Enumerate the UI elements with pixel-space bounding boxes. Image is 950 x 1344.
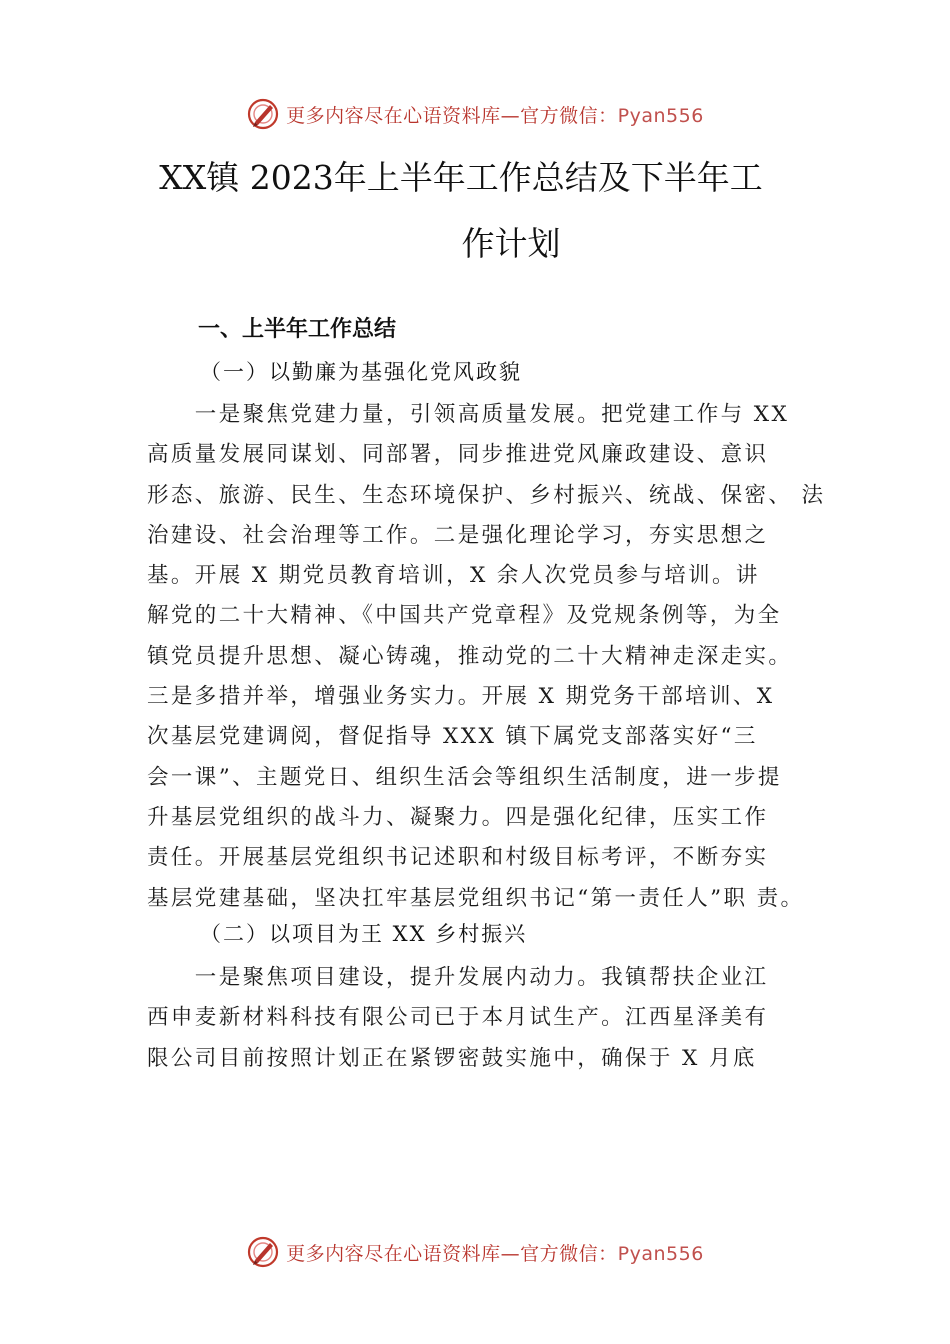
- watermark-top: [0, 94, 950, 134]
- subsection-heading-2: （二）以项目为王 XX 乡村振兴: [200, 922, 528, 946]
- body-line: 会一课”、主题党日、组织生活会等组织生活制度，进一步提: [147, 764, 782, 790]
- body-line: 一是聚焦党建力量，引领高质量发展。把党建工作与 XX: [147, 402, 790, 427]
- watermark-bottom: [0, 1232, 950, 1272]
- document-title-line-2: 作计划: [461, 224, 561, 263]
- body-line: 一是聚焦项目建设，提升发展内动力。我镇帮扶企业江: [147, 965, 769, 990]
- body-line: 三是多措并举，增强业务实力。开展 X 期党务干部培训、X: [147, 684, 775, 710]
- body-line: 解党的二十大精神、《中国共产党章程》及党规条例等，为全: [147, 603, 782, 629]
- watermark-wechat-id: Pyan556: [617, 104, 704, 127]
- watermark-text: 更多内容尽在心语资料库—官方微信：Pyan556: [286, 1242, 704, 1265]
- pen-circle-icon: [246, 1235, 280, 1269]
- pen-circle-icon: [246, 97, 280, 131]
- document-title-line-1: XX镇 2023年上半年工作总结及下半年工: [159, 158, 763, 197]
- watermark-wechat-id: Pyan556: [617, 1242, 704, 1265]
- body-line: 镇党员提升思想、凝心铸魂，推动党的二十大精神走深走实。: [147, 643, 793, 669]
- body-line: 次基层党建调阅，督促指导 XXX 镇下属党支部落实好“三: [147, 724, 758, 750]
- body-line: 基层党建基础，坚决扛牢基层党组织书记“第一责任人”职 责。: [147, 885, 805, 911]
- body-line: 西申麦新材料科技有限公司已于本月试生产。江西星泽美有: [147, 1005, 769, 1031]
- subsection-heading-1: （一）以勤廉为基强化党风政貌: [200, 360, 522, 384]
- section-heading: 一、上半年工作总结: [198, 317, 397, 342]
- subsection-body-2: [147, 958, 837, 1079]
- body-line: 基。开展 X 期党员教育培训，X 余人次党员参与培训。讲: [147, 563, 760, 589]
- watermark-text: 更多内容尽在心语资料库—官方微信：Pyan556: [286, 104, 704, 127]
- body-line: 治建设、社会治理等工作。二是强化理论学习，夯实思想之: [147, 522, 769, 548]
- body-line: 责任。开展基层党组织书记述职和村级目标考评，不断夯实: [147, 845, 769, 871]
- subsection-body-1: [147, 395, 837, 919]
- body-line: 高质量发展同谋划、同部署，同步推进党风廉政建设、意识: [147, 442, 769, 468]
- body-line: 升基层党组织的战斗力、凝聚力。四是强化纪律，压实工作: [147, 804, 769, 830]
- body-line: 形态、旅游、民生、生态环境保护、乡村振兴、统战、保密、 法: [147, 482, 826, 508]
- body-line: 限公司目前按照计划正在紧锣密鼓实施中，确保于 X 月底: [147, 1045, 757, 1071]
